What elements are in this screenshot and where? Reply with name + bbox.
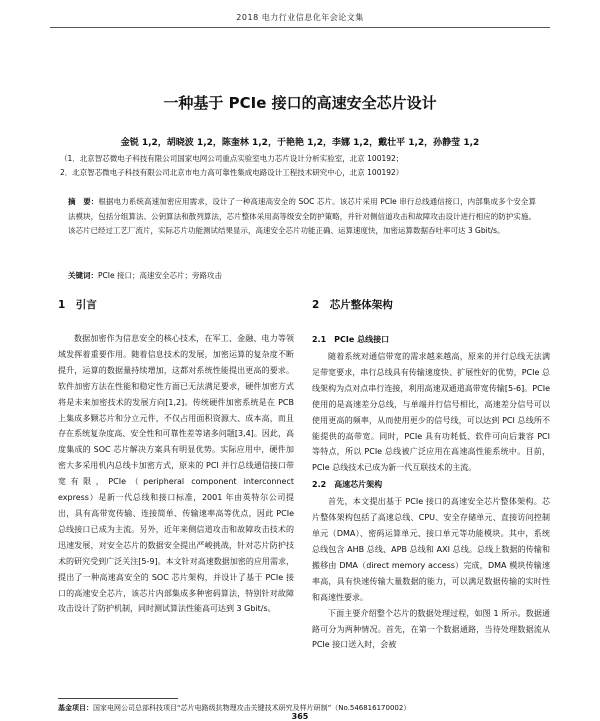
abstract-label: 摘 要： <box>68 197 99 206</box>
intro-paragraph: 数据加密作为信息安全的核心技术，在军工、金融、电力等领域发挥着重要作用。随着信息技术的发展，加密运算的复杂度不断提升，运算的数据量持续增加，这都对系统性能提出更高的要求。软件加密方法在性能和稳定性方面已无法满足要求，硬件加密方式将是未来加密技术的发展方向[1,2]。传统硬件加密系统是在 PCB 上集成多颗芯片和分立元件，不仅占用面积资源大、成本高，而且存在系统复杂度高、安全性和可靠性差等诸多问题[3,4]。因此，高度集成的 SOC 芯片解决方案具有明显优势。实际应用中，硬件加密大多采用机内总线卡加密方式，原来的 PCI 并行总线通信接口带宽有限，PCIe（peripheral component interconnect express）是新一代总线和接口标准，2001 年由英特尔公司提出，具有高带宽传输、连接简单、传输速率高等优点，因此 PCIe 总线接口已成为主流。另外，近年来侧信道攻击和故障攻击技术的迅速发展，对安全芯片的数据安全提出严峻挑战，针对芯片防护技术的研究受到广泛关注[5-9]。本文针对高速数据加密的应用需求，提出了一种高速高安全的 SOC 芯片架构，并设计了基于 PCIe 接口的高速安全芯片，该芯片内部集成多种密码算法，特别针对故障攻击设计了防护机制，同时测试算法性能高可达到 3 Gbit/s。 <box>58 334 294 614</box>
pcie-paragraph: 随着系统对通信带宽的需求越来越高，原来的并行总线无法满足带宽要求，串行总线具有传输速度快、扩展性好的优势，PCIe 总线架构为点对点串行连接，利用高速双通道高带宽传输[5-6]。PCIe 使用的是高速差分总线，与单端并行信号相比，高速差分信号可以使用更高的频率，从而使用更少的信号线，可以达到 PCI 总线所不能提供的高带宽。同时，PCIe 具有功耗低、软件可向后兼容 PCI 等特点，所以 PCIe 总线被广泛应用在高速高性能系统中。目前，PCIe 总线技术已成为新一代互联技术的主流。 <box>312 352 550 473</box>
paper-title: 一种基于 PCIe 接口的高速安全芯片设计 <box>163 94 437 112</box>
footnote-rule <box>58 698 178 699</box>
running-head: 2018 电力行业信息化年会论文集 <box>236 13 364 22</box>
author-list: 金锐 1,2，胡晓波 1,2，陈奎林 1,2，于艳艳 1,2，李娜 1,2，戴壮平 1,2，孙静莹 1,2 <box>120 138 480 148</box>
affiliation-2: 2．北京智芯微电子科技有限公司北京市电力高可靠性集成电路设计工程技术研究中心，北京 100192） <box>60 168 404 177</box>
footnote-label: 基金项目： <box>58 704 93 712</box>
right-column <box>312 293 550 653</box>
abstract <box>68 195 536 239</box>
header-rule <box>50 27 550 28</box>
architecture-paragraph-1: 首先，本文提出基于 PCIe 接口的高速安全芯片整体架构。芯片整体架构包括了高速总线、CPU、安全存储单元、直接访问控制单元（DMA）、密码运算单元、接口单元等功能模块。其中，系统总线包含 AHB 总线、APB 总线和 AXI 总线。总线上数据的传输和搬移由 DMA（direct memory access）完成，DMA 模块传输速率高，具有快速传输大量数据的能力，可以满足数据传输的实时性和高速性要求。 <box>312 497 550 602</box>
footnote-text: 国家电网公司总部科技项目“芯片电路级抗物理攻击关键技术研究及样片研制”（No.546816170002） <box>93 704 411 712</box>
affiliation-1: （1．北京智芯微电子科技有限公司国家电网公司重点实验室电力芯片设计分析实验室，北京 100192； <box>60 154 404 163</box>
keywords <box>68 270 536 281</box>
subsection-heading-pcie: 2.1 PCIe 总线接口 <box>312 335 390 344</box>
subsection-heading-chip-architecture: 2.2 高速芯片架构 <box>312 480 383 490</box>
abstract-text: 根据电力系统高速加密应用需求，设计了一种高速高安全的 SOC 芯片。该芯片采用 PCIe 串行总线通信接口，内部集成多个安全算法模块，包括分组算法、公钥算法和散列算法，芯片整体采用高等级安全防护策略，并针对侧信道攻击和故障攻击设计进行相应的防护实施。该芯片已经过工艺厂流片，实际芯片功能测试结果显示，高速安全芯片功能正确、运算速度快，加密运算数据吞吐率可达 3 Gbit/s。 <box>68 197 536 235</box>
keywords-text: PCIe 接口；高速安全芯片；旁路攻击 <box>98 271 222 280</box>
left-column <box>58 293 294 617</box>
page-number: 365 <box>291 712 309 721</box>
section-heading-architecture: 2 芯片整体架构 <box>312 299 393 311</box>
architecture-paragraph-2: 下面主要介绍整个芯片的数据处理过程，如图 1 所示。数据通路可分为两种情况。首先，在第一个数据通路，当待处理数据流从 PCIe 接口送入时，会被 <box>312 608 550 650</box>
keywords-label: 关键词： <box>68 271 98 280</box>
section-heading-intro: 1 引言 <box>58 299 97 311</box>
